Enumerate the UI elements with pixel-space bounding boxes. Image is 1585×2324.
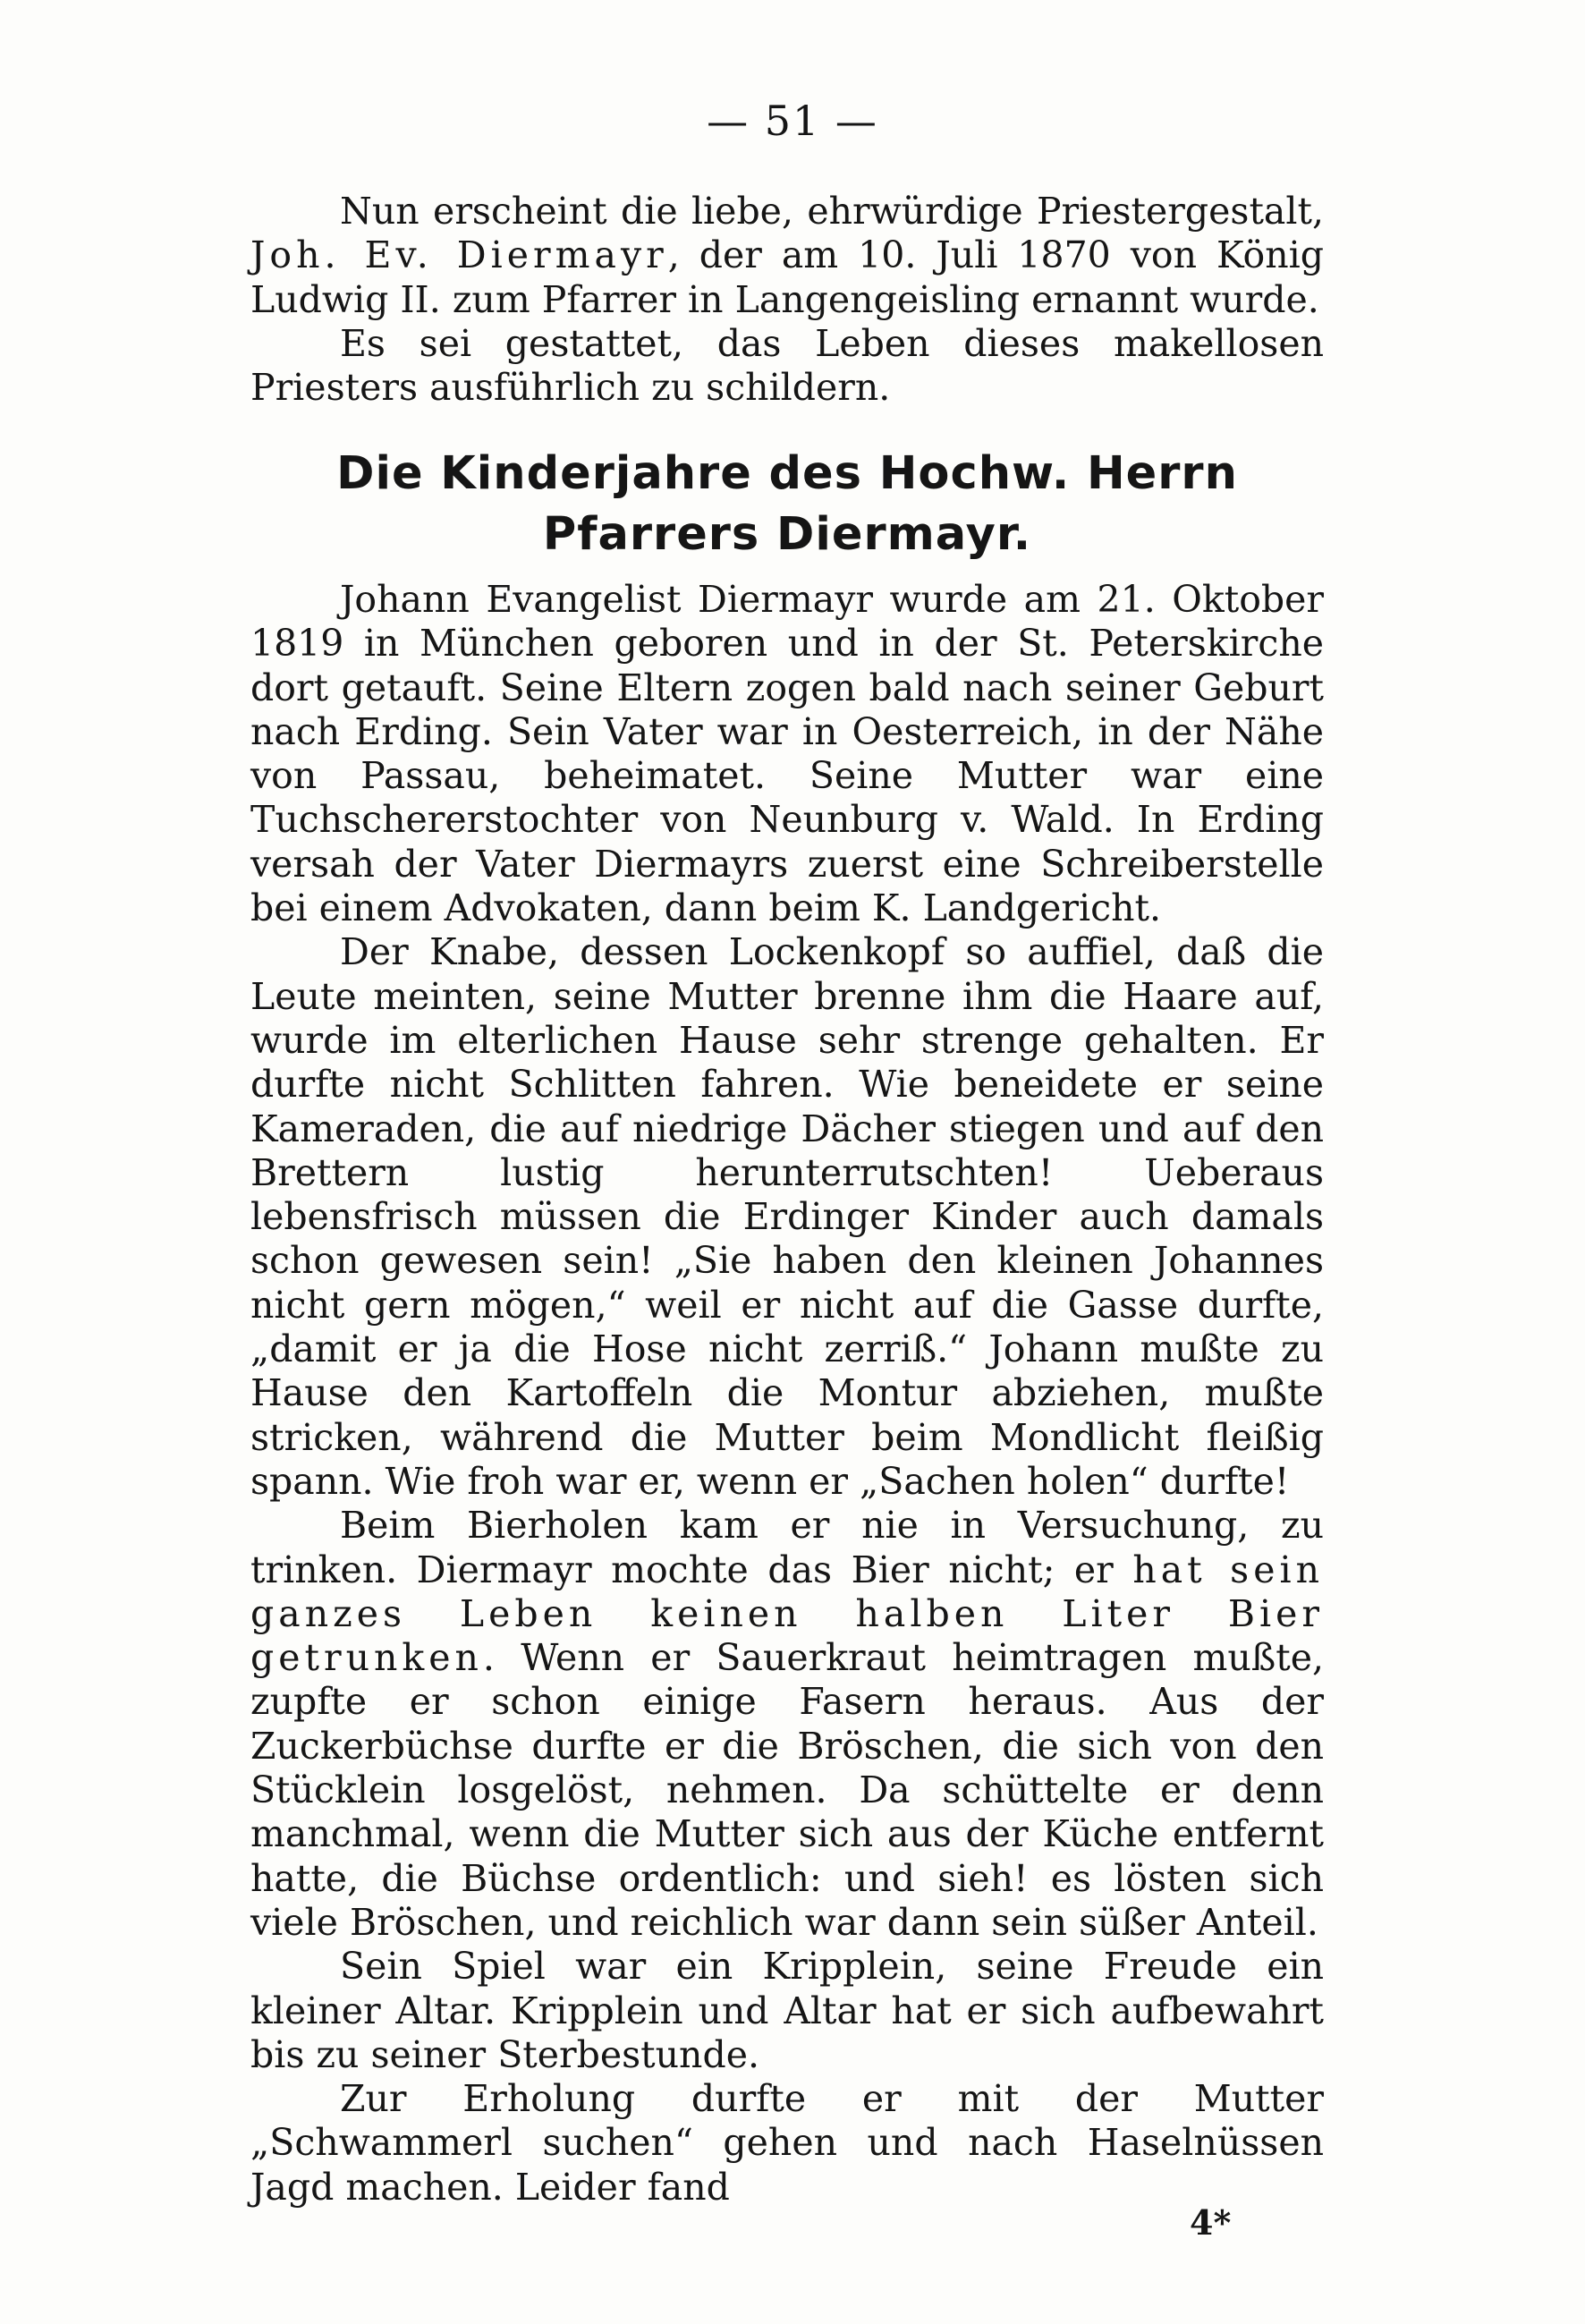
signature-mark: 4* bbox=[1190, 2202, 1232, 2243]
body-paragraph-5: Zur Erholung durfte er mit der Mutter „Schwammerl suchen“ gehen und nach Haselnüssen Jagd machen. Leider fand bbox=[250, 2077, 1324, 2209]
intro-paragraph-1 bbox=[250, 190, 1324, 322]
chapter-heading: Die Kinderjahre des Hochw. Herrn Pfarrers Diermayr. bbox=[336, 447, 1238, 561]
body-paragraph-3 bbox=[250, 1504, 1324, 1945]
intro-text-start: Nun erscheint die liebe, ehrwürdige Priestergestalt, bbox=[340, 190, 1324, 233]
intro-text-end: , der am 10. Juli 1870 von König Ludwig II. zum Pfarrer in Langengeisling ernannt wurde. bbox=[250, 233, 1324, 321]
page-number: — 51 — bbox=[707, 97, 878, 145]
body-section bbox=[250, 578, 1324, 2209]
body-paragraph-3-spaced: hat sein ganzes Leben keinen halben Liter Bier getrunken bbox=[250, 1548, 1324, 1680]
body-paragraph-1: Johann Evangelist Diermayr wurde am 21. Oktober 1819 in München geboren und in der St. Peterskirche dort getauft. Seine Eltern zogen bald nach seiner Geburt nach Erding. Sein Vater war in Oesterreich, in der Nähe von Passau, beheimatet. Seine Mutter war eine Tuchschererstochter von Neunburg v. Wald. In Erding versah der Vater Diermayrs zuerst eine Schreiberstelle bei einem Advokaten, dann beim K. Landgericht. bbox=[250, 578, 1324, 930]
intro-paragraph-2: Es sei gestattet, das Leben dieses makellosen Priesters ausführlich zu schildern. bbox=[250, 321, 1324, 410]
body-paragraph-3-end: . Wenn er Sauerkraut heimtragen mußte, zupfte er schon einige Fasern heraus. Aus der Zuckerbüchse durfte er die Bröschen, die sich von den Stücklein losgelöst, nehmen. Da schüttelte er denn manchmal, wenn die Mutter sich aus der Küche entfernt hatte, die Büchse ordentlich: und sieh! es lösten sich viele Bröschen, und reichlich war dann sein süßer Anteil. bbox=[250, 1636, 1324, 1944]
body-paragraph-3-start: Beim Bierholen kam er nie in Versuchung, zu trinken. Diermayr mochte das Bier nicht; er bbox=[250, 1504, 1324, 1591]
body-paragraph-2: Der Knabe, dessen Lockenkopf so auffiel, daß die Leute meinten, seine Mutter brenne ihm die Haare auf, wurde im elterlichen Hause sehr strenge gehalten. Er durfte nicht Schlitten fahren. Wie beneidete er seine Kameraden, die auf niedrige Dächer stiegen und auf den Brettern lustig herunterrutschten! Ueberaus lebensfrisch müssen die Erdinger Kinder auch damals schon gewesen sein! „Sie haben den kleinen Johannes nicht gern mögen,“ weil er nicht auf die Gasse durfte, „damit er ja die Hose nicht zerriß.“ Johann mußte zu Hause den Kartoffeln die Montur abziehen, mußte stricken, während die Mutter beim Mondlicht fleißig spann. Wie froh war er, wenn er „Sachen holen“ durfte! bbox=[250, 930, 1324, 1503]
body-paragraph-4: Sein Spiel war ein Kripplein, seine Freude ein kleiner Altar. Kripplein und Altar hat er sich aufbewahrt bis zu seiner Sterbestunde. bbox=[250, 1945, 1324, 2076]
intro-name-spaced: Joh. Ev. Diermayr bbox=[250, 233, 668, 277]
intro-section bbox=[250, 190, 1324, 410]
